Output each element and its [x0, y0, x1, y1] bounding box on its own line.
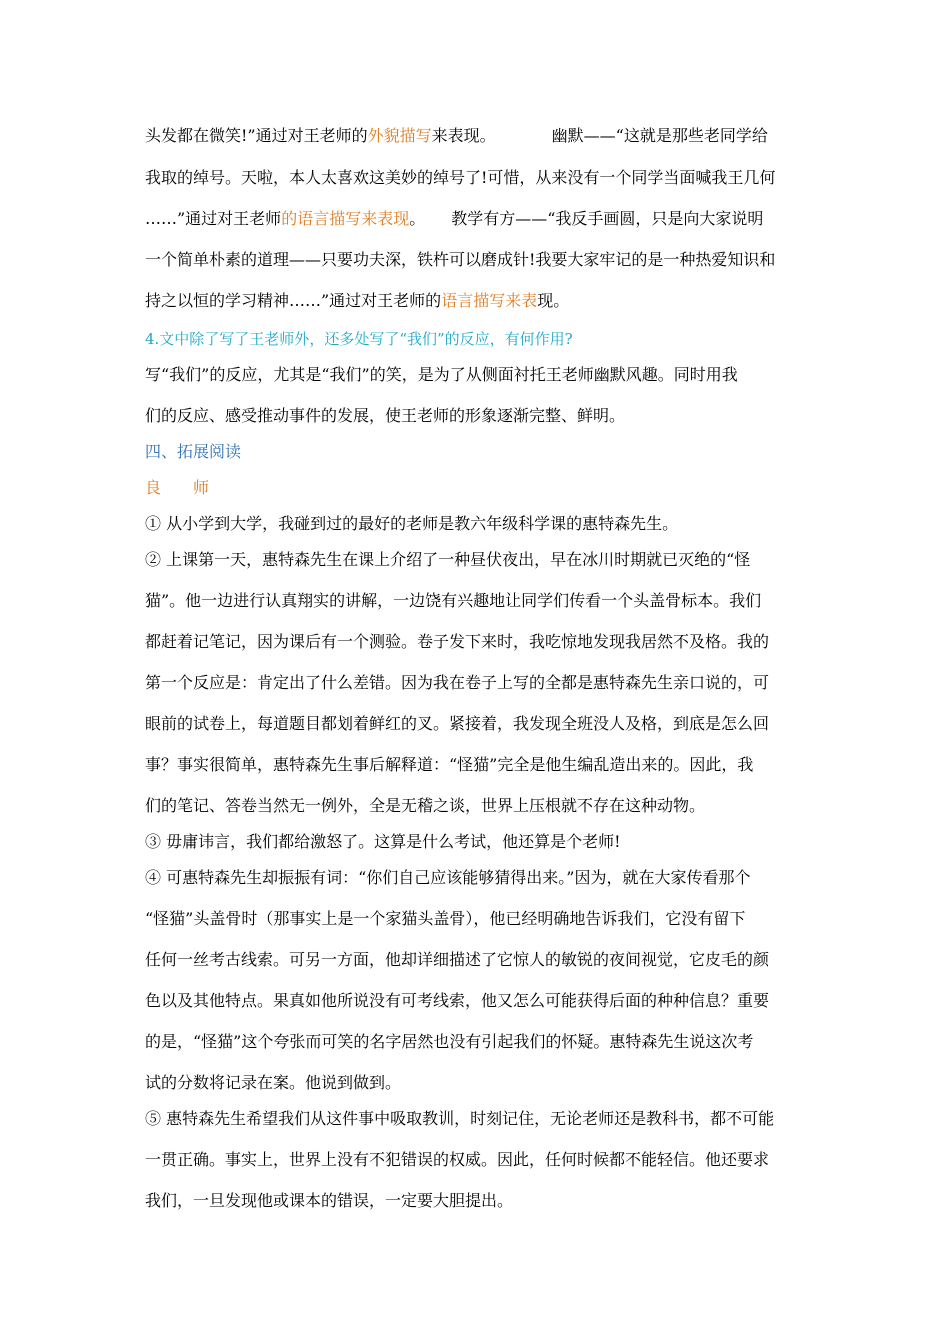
answer3-line-2 — [145, 168, 775, 188]
paragraph-2-line: 猫”。他一边进行认真翔实的讲解，一边饶有兴趣地让同学们传看一个头盖骨标本。我们 — [145, 591, 762, 610]
answer3-line-5 — [145, 291, 569, 311]
highlight-text: 的语言描写来表现 — [281, 209, 410, 228]
answer3-line-4 — [145, 250, 775, 270]
paragraph-5-line: 我们，一旦发现他或课本的错误，一定要大胆提出。 — [145, 1191, 514, 1210]
answer3-line-3 — [145, 209, 763, 229]
paragraph-4-line: ④ 可惠特森先生却振振有词：“你们自己应该能够猜得出来。”因为，就在大家传看那个 — [145, 868, 751, 887]
paragraph-5-line: 一贯正确。事实上，世界上没有不犯错误的权威。因此，任何时候都不能轻信。他还要求 — [145, 1150, 770, 1169]
highlight-text: 语言描写来表 — [441, 291, 538, 310]
answer3-text: 现。 — [537, 291, 570, 310]
paragraph-4-line: “怪猫”头盖骨时（那事实上是一个家猫头盖骨），他已经明确地告诉我们，它没有留下 — [145, 909, 746, 928]
highlight-text: 外貌描写 — [367, 126, 432, 145]
answer4-line-2: 们的反应、感受推动事件的发展，使王老师的形象逐渐完整、鲜明。 — [145, 406, 626, 425]
paragraph-4-line: 的是，“怪猫”这个夸张而可笑的名字居然也没有引起我们的怀疑。惠特森先生说这次考 — [145, 1032, 754, 1051]
answer3-text: 幽默——“这就是那些老同学给 — [551, 126, 768, 145]
section-heading: 四、拓展阅读 — [145, 442, 242, 461]
question-4: 4.文中除了写了王老师外，还多处写了“我们”的反应，有何作用? — [145, 330, 573, 348]
answer3-text: 持之以恒的学习精神……”通过对王老师的 — [145, 291, 442, 310]
paragraph-4-line: 任何一丝考古线索。可另一方面，他却详细描述了它惊人的敏锐的夜间视觉，它皮毛的颜 — [145, 950, 770, 969]
answer3-text: ……”通过对王老师 — [145, 209, 282, 228]
paragraph-2-line: 第一个反应是：肯定出了什么差错。因为我在卷子上写的全都是惠特森先生亲口说的，可 — [145, 673, 770, 692]
paragraph-2-line: ② 上课第一天，惠特森先生在课上介绍了一种昼伏夜出，早在冰川时期就已灭绝的“怪 — [145, 550, 751, 569]
article-title: 良 师 — [145, 478, 210, 497]
answer3-text: 头发都在微笑!”通过对王老师的 — [145, 126, 368, 145]
answer3-text: 教学有方——“我反手画圆，只是向大家说明 — [451, 209, 764, 228]
paragraph-2-line: 事？事实很简单，惠特森先生事后解释道：“怪猫”完全是他生编乱造出来的。因此，我 — [145, 755, 754, 774]
answer3-text: 一个简单朴素的道理——只要功夫深，铁杵可以磨成针!我要大家牢记的是一种热爱知识和 — [145, 250, 776, 269]
paragraph-3: ③ 毋庸讳言，我们都给激怒了。这算是什么考试，他还算是个老师! — [145, 832, 621, 851]
paragraph-1: ① 从小学到大学，我碰到过的最好的老师是教六年级科学课的惠特森先生。 — [145, 514, 679, 533]
answer3-text: 。 — [409, 209, 426, 228]
answer3-line-1 — [145, 126, 768, 146]
paragraph-4-line: 试的分数将记录在案。他说到做到。 — [145, 1073, 402, 1092]
paragraph-2-line: 们的笔记、答卷当然无一例外，全是无稽之谈，世界上压根就不存在这种动物。 — [145, 796, 706, 815]
answer3-text: 来表现。 — [431, 126, 496, 145]
paragraph-2-line: 都赶着记笔记，因为课后有一个测验。卷子发下来时，我吃惊地发现我居然不及格。我的 — [145, 632, 770, 651]
paragraph-2-line: 眼前的试卷上，每道题目都划着鲜红的叉。紧接着，我发现全班没人及格，到底是怎么回 — [145, 714, 770, 733]
paragraph-4-line: 色以及其他特点。果真如他所说没有可考线索，他又怎么可能获得后面的种种信息？重要 — [145, 991, 770, 1010]
answer3-text: 我取的绰号。天啦，本人太喜欢这美妙的绰号了!可惜，从来没有一个同学当面喊我王几何 — [145, 168, 776, 187]
answer4-line-1: 写“我们”的反应，尤其是“我们”的笑，是为了从侧面衬托王老师幽默风趣。同时用我 — [145, 365, 738, 384]
paragraph-5-line: ⑤ 惠特森先生希望我们从这件事中吸取教训，时刻记住，无论老师还是教科书，都不可能 — [145, 1109, 775, 1128]
